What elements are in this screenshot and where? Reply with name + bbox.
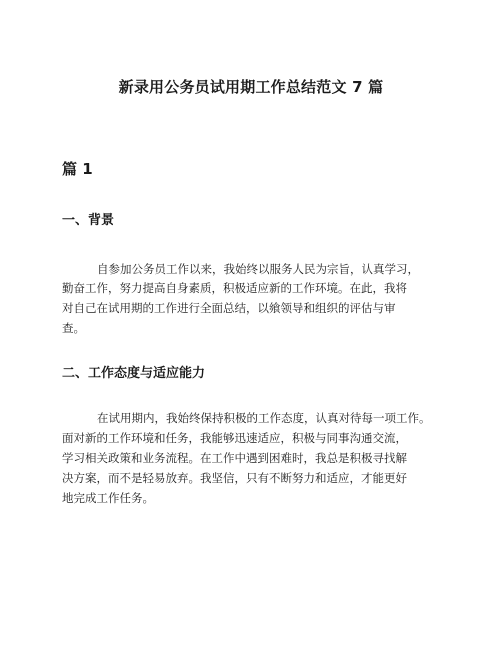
paragraph-line: 决方案，而不是轻易放弃。我坚信，只有不断努力和适应，才能更好 — [62, 471, 407, 485]
paragraph-line: 对自己在试用期的工作进行全面总结，以飨领导和组织的评估与审 — [62, 301, 396, 315]
section-heading-work-attitude: 二、工作态度与适应能力 — [62, 366, 206, 381]
section-heading-background: 一、背景 — [62, 213, 115, 228]
paragraph-line: 学习相关政策和业务流程。在工作中遇到困难时，我总是积极寻找解 — [62, 451, 407, 465]
document-title: 新录用公务员试用期工作总结范文 7 篇 — [118, 78, 384, 96]
paragraph-line: 地完成工作任务。 — [62, 491, 154, 505]
paragraph-line: 自参加公务员工作以来，我始终以服务人民为宗旨，认真学习， — [97, 262, 419, 276]
paragraph-line: 勤奋工作，努力提高自身素质，积极适应新的工作环境。在此，我将 — [62, 281, 407, 295]
part-heading: 篇 1 — [62, 160, 93, 178]
paragraph-line: 查。 — [62, 321, 85, 335]
paragraph-line: 面对新的工作环境和任务，我能够迅速适应，积极与同事沟通交流， — [62, 431, 407, 445]
paragraph-line: 在试用期内，我始终保持积极的工作态度，认真对待每一项工作。 — [97, 411, 431, 425]
